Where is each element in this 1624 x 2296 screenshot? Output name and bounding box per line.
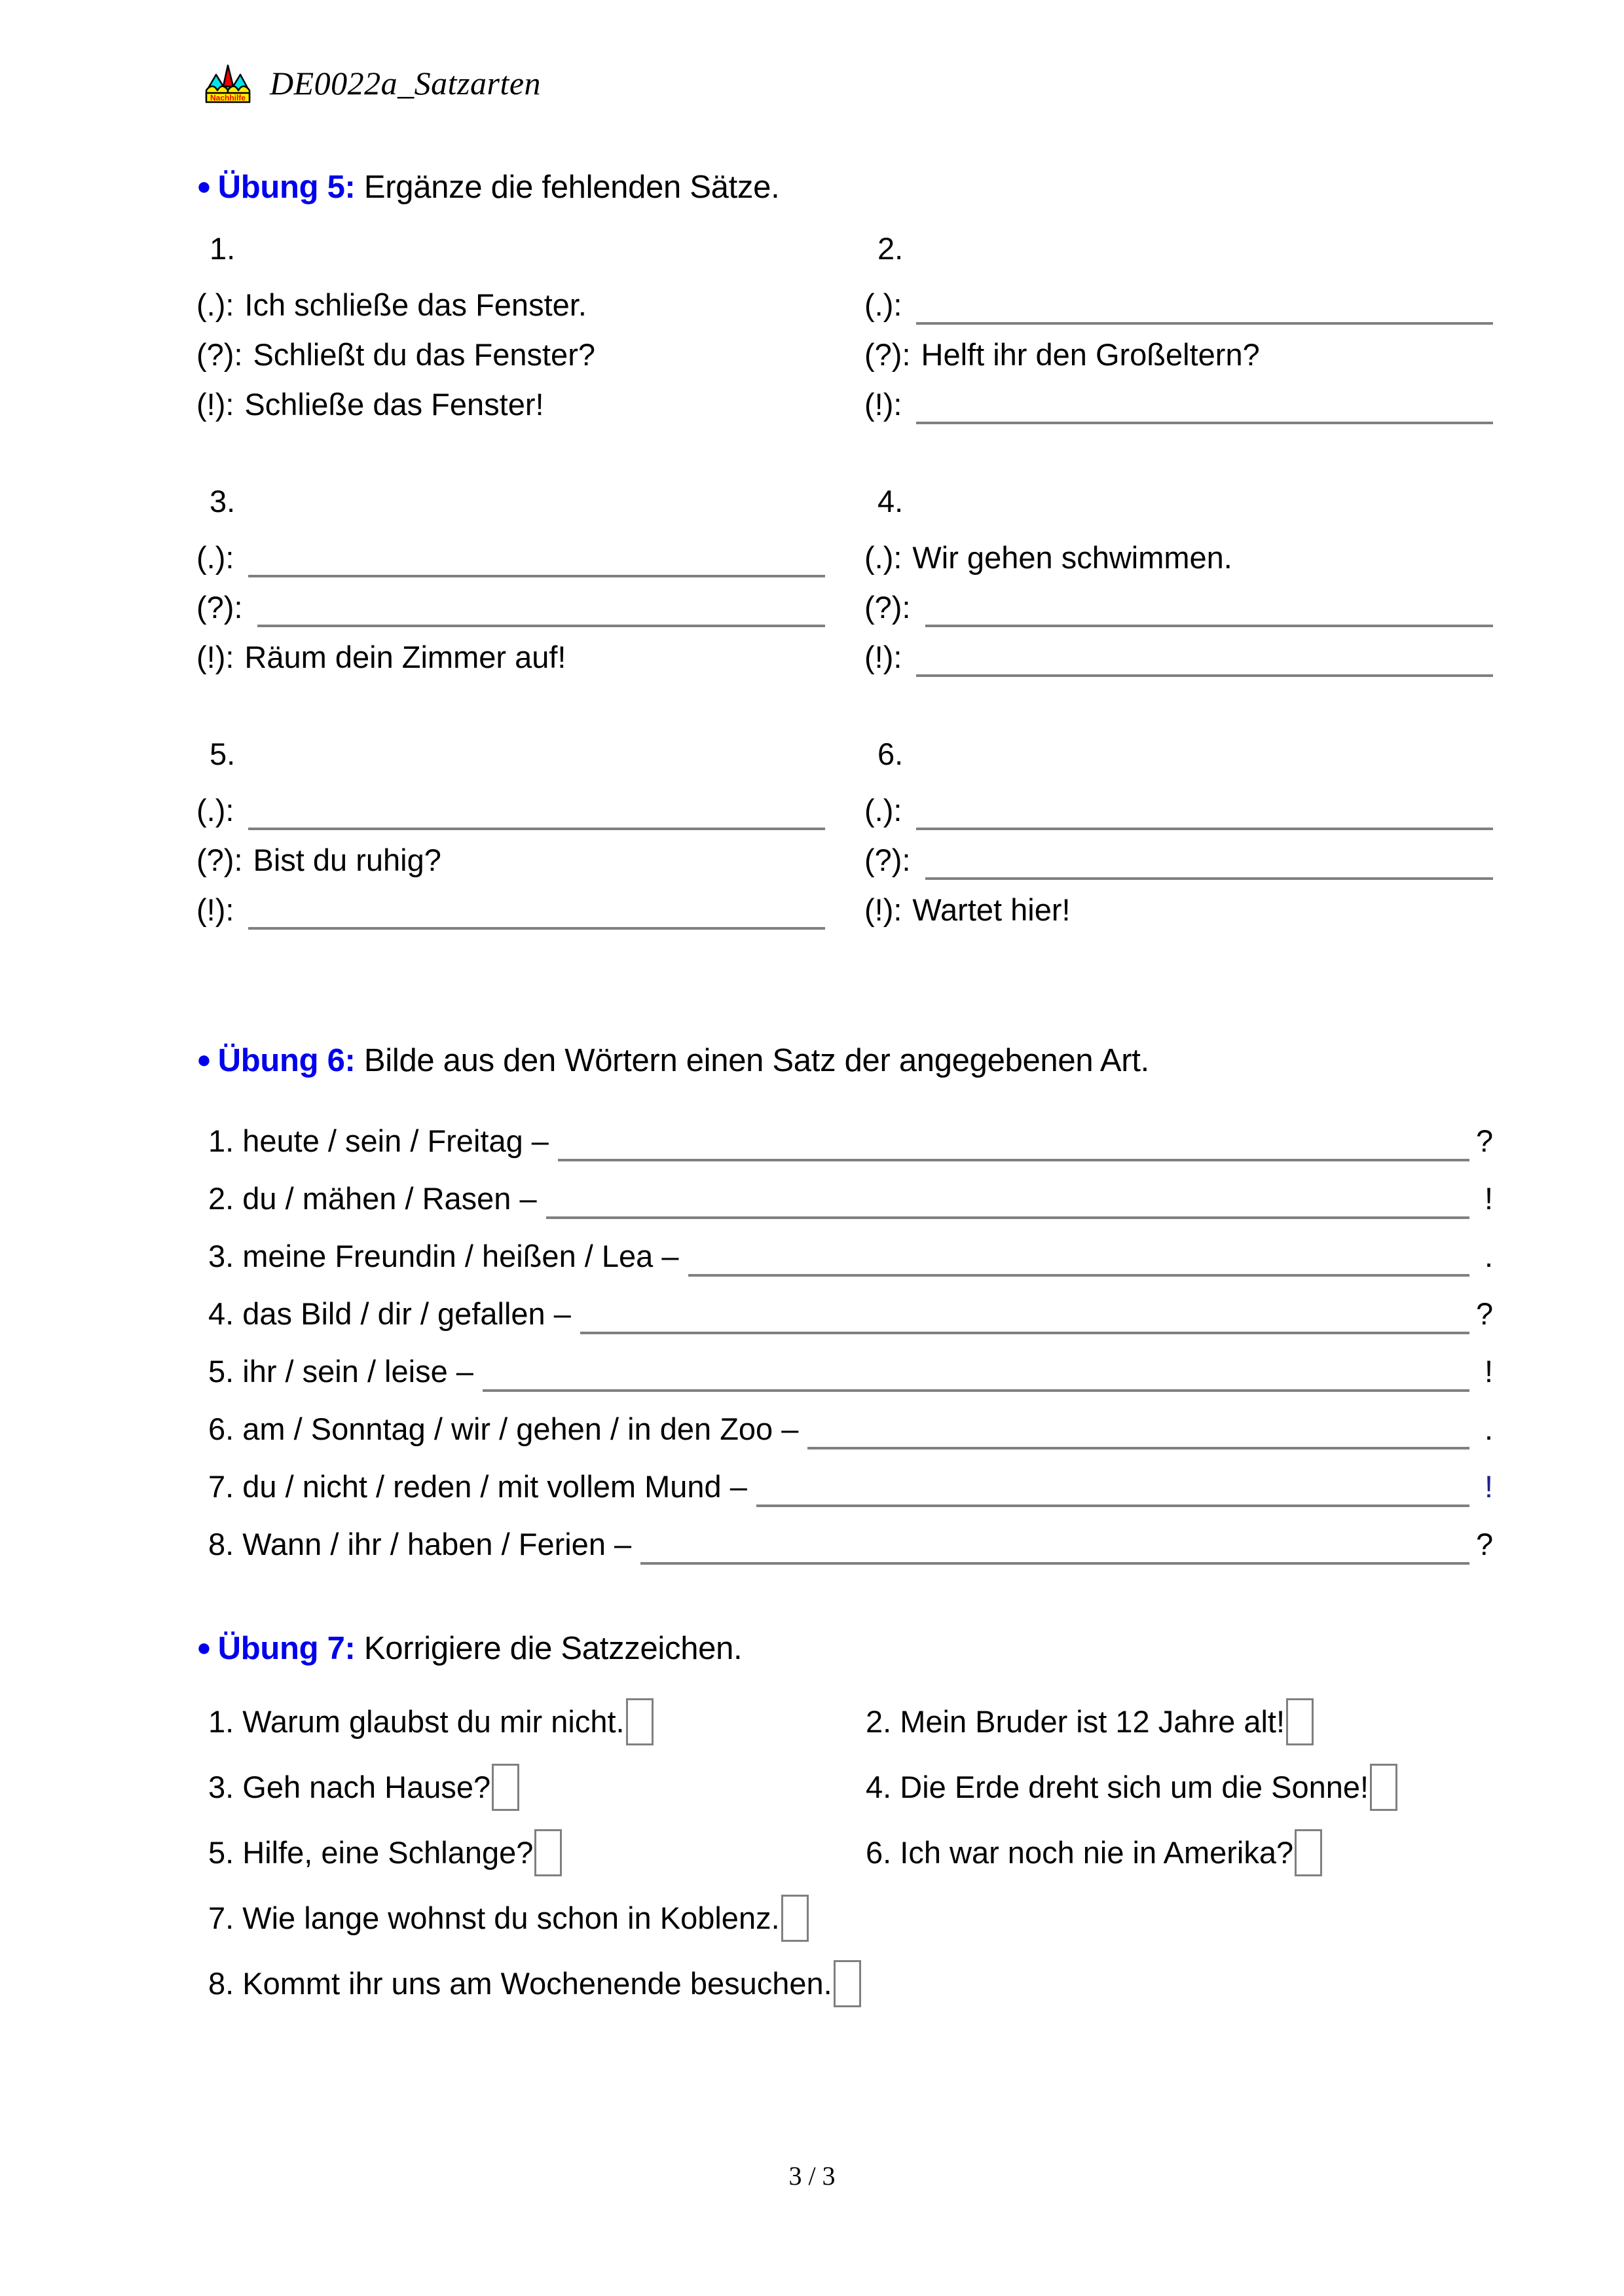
answer-text: Ich schließe das Fenster. bbox=[244, 287, 587, 322]
exercise-7-item bbox=[196, 1698, 851, 1745]
answer-text: Wartet hier! bbox=[912, 892, 1071, 927]
exercise-7-row bbox=[196, 1951, 1500, 2016]
answer-text: Helft ihr den Großeltern? bbox=[921, 337, 1260, 372]
sentence-text: 7. Wie lange wohnst du schon in Koblenz. bbox=[208, 1901, 780, 1935]
sentence-type-row bbox=[196, 374, 825, 424]
word-prompt: 6. am / Sonntag / wir / gehen / in den Zoo – bbox=[208, 1412, 799, 1446]
exercise-5-label: Übung 5: bbox=[217, 170, 356, 205]
sentence-type-row bbox=[196, 577, 825, 627]
exercise-7-item bbox=[851, 1698, 1314, 1745]
exercise-6-item bbox=[196, 1392, 1493, 1449]
sentence-type-row bbox=[196, 325, 825, 374]
answer-blank-line[interactable] bbox=[580, 1295, 1469, 1334]
exercise-7-item bbox=[851, 1764, 1397, 1811]
svg-text:Nachhilfe: Nachhilfe bbox=[210, 93, 246, 103]
exercise-5-item bbox=[196, 230, 825, 424]
bullet-icon: ● bbox=[196, 1634, 212, 1662]
answer-blank-line[interactable] bbox=[756, 1468, 1469, 1507]
punctuation-checkbox[interactable] bbox=[1286, 1698, 1314, 1745]
sentence-type-marker: (.): bbox=[196, 793, 234, 828]
target-punctuation: ? bbox=[1476, 1296, 1494, 1331]
sentence-type-marker: (!): bbox=[864, 892, 902, 927]
word-prompt: 7. du / nicht / reden / mit vollem Mund – bbox=[208, 1469, 747, 1504]
answer-blank-line[interactable] bbox=[916, 793, 1493, 830]
answer-text: Wir gehen schwimmen. bbox=[912, 540, 1232, 575]
sentence-type-row bbox=[196, 528, 825, 577]
answer-blank-line[interactable] bbox=[916, 388, 1493, 424]
answer-text: Schließe das Fenster! bbox=[244, 387, 544, 422]
sentence-text: 6. Ich war noch nie in Amerika? bbox=[866, 1835, 1294, 1870]
exercise-5-heading bbox=[196, 169, 779, 206]
item-number: 2. bbox=[877, 231, 904, 266]
punctuation-checkbox[interactable] bbox=[492, 1764, 519, 1811]
sentence-type-marker: (?): bbox=[196, 590, 243, 625]
sentence-type-row bbox=[864, 830, 1493, 880]
answer-blank-line[interactable] bbox=[546, 1180, 1469, 1219]
document-title: DE0022a_Satzarten bbox=[270, 65, 542, 101]
sentence-type-marker: (!): bbox=[196, 640, 234, 674]
sentence-type-row bbox=[196, 780, 825, 830]
exercise-7-item bbox=[196, 1829, 851, 1876]
punctuation-checkbox[interactable] bbox=[534, 1829, 562, 1876]
target-punctuation: . bbox=[1484, 1239, 1493, 1273]
sentence-type-marker: (!): bbox=[864, 387, 902, 422]
answer-blank-line[interactable] bbox=[248, 541, 825, 577]
sentence-type-row bbox=[864, 627, 1493, 677]
exercise-7-item bbox=[851, 1829, 1322, 1876]
answer-text: Bist du ruhig? bbox=[253, 843, 441, 877]
answer-blank-line[interactable] bbox=[925, 591, 1494, 627]
sentence-type-marker: (?): bbox=[196, 337, 243, 372]
sentence-type-row bbox=[864, 780, 1493, 830]
exercise-7-row bbox=[196, 1886, 1500, 1951]
exercise-5-instruction: Ergänze die fehlenden Sätze. bbox=[363, 170, 780, 205]
answer-blank-line[interactable] bbox=[248, 793, 825, 830]
sentence-type-marker: (?): bbox=[864, 337, 911, 372]
sentence-type-row bbox=[864, 275, 1493, 325]
exercise-6-item bbox=[196, 1277, 1493, 1334]
sentence-type-marker: (!): bbox=[864, 640, 902, 674]
sentence-type-marker: (.): bbox=[864, 793, 902, 828]
exercise-6-heading bbox=[196, 1042, 1149, 1079]
target-punctuation: ! bbox=[1484, 1469, 1493, 1504]
sentence-type-marker: (?): bbox=[196, 843, 243, 877]
sentence-type-marker: (!): bbox=[196, 387, 234, 422]
sentence-type-marker: (.): bbox=[196, 287, 234, 322]
target-punctuation: ? bbox=[1476, 1123, 1494, 1158]
answer-text: Räum dein Zimmer auf! bbox=[244, 640, 566, 674]
item-number: 3. bbox=[210, 484, 236, 519]
word-prompt: 5. ihr / sein / leise – bbox=[208, 1354, 473, 1389]
word-prompt: 2. du / mähen / Rasen – bbox=[208, 1181, 537, 1216]
answer-blank-line[interactable] bbox=[248, 893, 825, 930]
exercise-6-item bbox=[196, 1449, 1493, 1507]
sentence-type-marker: (.): bbox=[864, 287, 902, 322]
exercise-6-body bbox=[196, 1104, 1493, 1565]
sentence-type-row bbox=[196, 275, 825, 325]
exercise-6-item bbox=[196, 1219, 1493, 1277]
nachhilfe-logo-icon bbox=[203, 60, 253, 106]
answer-blank-line[interactable] bbox=[807, 1410, 1469, 1449]
exercise-6-item bbox=[196, 1161, 1493, 1219]
exercise-6-item bbox=[196, 1104, 1493, 1161]
item-number: 4. bbox=[877, 484, 904, 519]
answer-blank-line[interactable] bbox=[640, 1525, 1469, 1565]
answer-text: Schließt du das Fenster? bbox=[253, 337, 595, 372]
punctuation-checkbox[interactable] bbox=[626, 1698, 654, 1745]
target-punctuation: ? bbox=[1476, 1527, 1494, 1561]
sentence-type-marker: (!): bbox=[196, 892, 234, 927]
answer-blank-line[interactable] bbox=[688, 1237, 1470, 1277]
page-header bbox=[203, 60, 541, 106]
sentence-type-row bbox=[196, 880, 825, 930]
exercise-7-row bbox=[196, 1755, 1500, 1820]
target-punctuation: . bbox=[1484, 1412, 1493, 1446]
exercise-7-body bbox=[196, 1689, 1500, 2016]
sentence-type-row bbox=[196, 830, 825, 880]
exercise-7-item bbox=[196, 1764, 851, 1811]
sentence-type-row bbox=[196, 627, 825, 677]
sentence-text: 2. Mein Bruder ist 12 Jahre alt! bbox=[866, 1704, 1285, 1739]
answer-blank-line[interactable] bbox=[558, 1122, 1469, 1161]
punctuation-checkbox[interactable] bbox=[1295, 1829, 1322, 1876]
exercise-6-label: Übung 6: bbox=[217, 1043, 356, 1078]
exercise-5-item bbox=[864, 736, 1493, 930]
word-prompt: 1. heute / sein / Freitag – bbox=[208, 1123, 549, 1158]
punctuation-checkbox[interactable] bbox=[781, 1895, 809, 1942]
exercise-7-item bbox=[196, 1960, 851, 2007]
exercise-6-instruction: Bilde aus den Wörtern einen Satz der angegebenen Art. bbox=[363, 1043, 1149, 1078]
word-prompt: 3. meine Freundin / heißen / Lea – bbox=[208, 1239, 679, 1273]
sentence-type-row bbox=[864, 577, 1493, 627]
bullet-icon: ● bbox=[196, 173, 212, 200]
sentence-type-marker: (.): bbox=[196, 540, 234, 575]
exercise-6-item bbox=[196, 1507, 1493, 1565]
exercise-7-instruction: Korrigiere die Satzzeichen. bbox=[363, 1631, 743, 1666]
exercise-5-item bbox=[864, 483, 1493, 677]
exercise-5-item bbox=[196, 736, 825, 930]
sentence-type-marker: (.): bbox=[864, 540, 902, 575]
sentence-type-row bbox=[864, 528, 1493, 577]
sentence-text: 5. Hilfe, eine Schlange? bbox=[208, 1835, 534, 1870]
item-number: 6. bbox=[877, 737, 904, 771]
bullet-icon: ● bbox=[196, 1046, 212, 1074]
exercise-7-label: Übung 7: bbox=[217, 1631, 356, 1666]
sentence-type-row bbox=[864, 880, 1493, 930]
answer-blank-line[interactable] bbox=[916, 640, 1493, 677]
word-prompt: 4. das Bild / dir / gefallen – bbox=[208, 1296, 571, 1331]
item-number: 1. bbox=[210, 231, 236, 266]
answer-blank-line[interactable] bbox=[916, 288, 1493, 325]
word-prompt: 8. Wann / ihr / haben / Ferien – bbox=[208, 1527, 632, 1561]
answer-blank-line[interactable] bbox=[483, 1353, 1469, 1392]
exercise-7-item bbox=[196, 1895, 851, 1942]
exercise-7-row bbox=[196, 1820, 1500, 1886]
sentence-text: 4. Die Erde dreht sich um die Sonne! bbox=[866, 1770, 1369, 1804]
exercise-5-item bbox=[196, 483, 825, 677]
sentence-type-row bbox=[864, 374, 1493, 424]
target-punctuation: ! bbox=[1484, 1181, 1493, 1216]
punctuation-checkbox[interactable] bbox=[834, 1960, 861, 2007]
exercise-6-item bbox=[196, 1334, 1493, 1392]
target-punctuation: ! bbox=[1484, 1354, 1493, 1389]
sentence-type-marker: (?): bbox=[864, 843, 911, 877]
exercise-7-heading bbox=[196, 1630, 742, 1667]
sentence-text: 1. Warum glaubst du mir nicht. bbox=[208, 1704, 625, 1739]
sentence-type-marker: (?): bbox=[864, 590, 911, 625]
page-number-footer: 3 / 3 bbox=[788, 2161, 836, 2191]
punctuation-checkbox[interactable] bbox=[1370, 1764, 1397, 1811]
answer-blank-line[interactable] bbox=[925, 843, 1494, 880]
sentence-text: 8. Kommt ihr uns am Wochenende besuchen. bbox=[208, 1966, 832, 2001]
sentence-text: 3. Geh nach Hause? bbox=[208, 1770, 491, 1804]
answer-blank-line[interactable] bbox=[257, 591, 826, 627]
exercise-5-item bbox=[864, 230, 1493, 424]
item-number: 5. bbox=[210, 737, 236, 771]
exercise-7-row bbox=[196, 1689, 1500, 1755]
sentence-type-row bbox=[864, 325, 1493, 374]
